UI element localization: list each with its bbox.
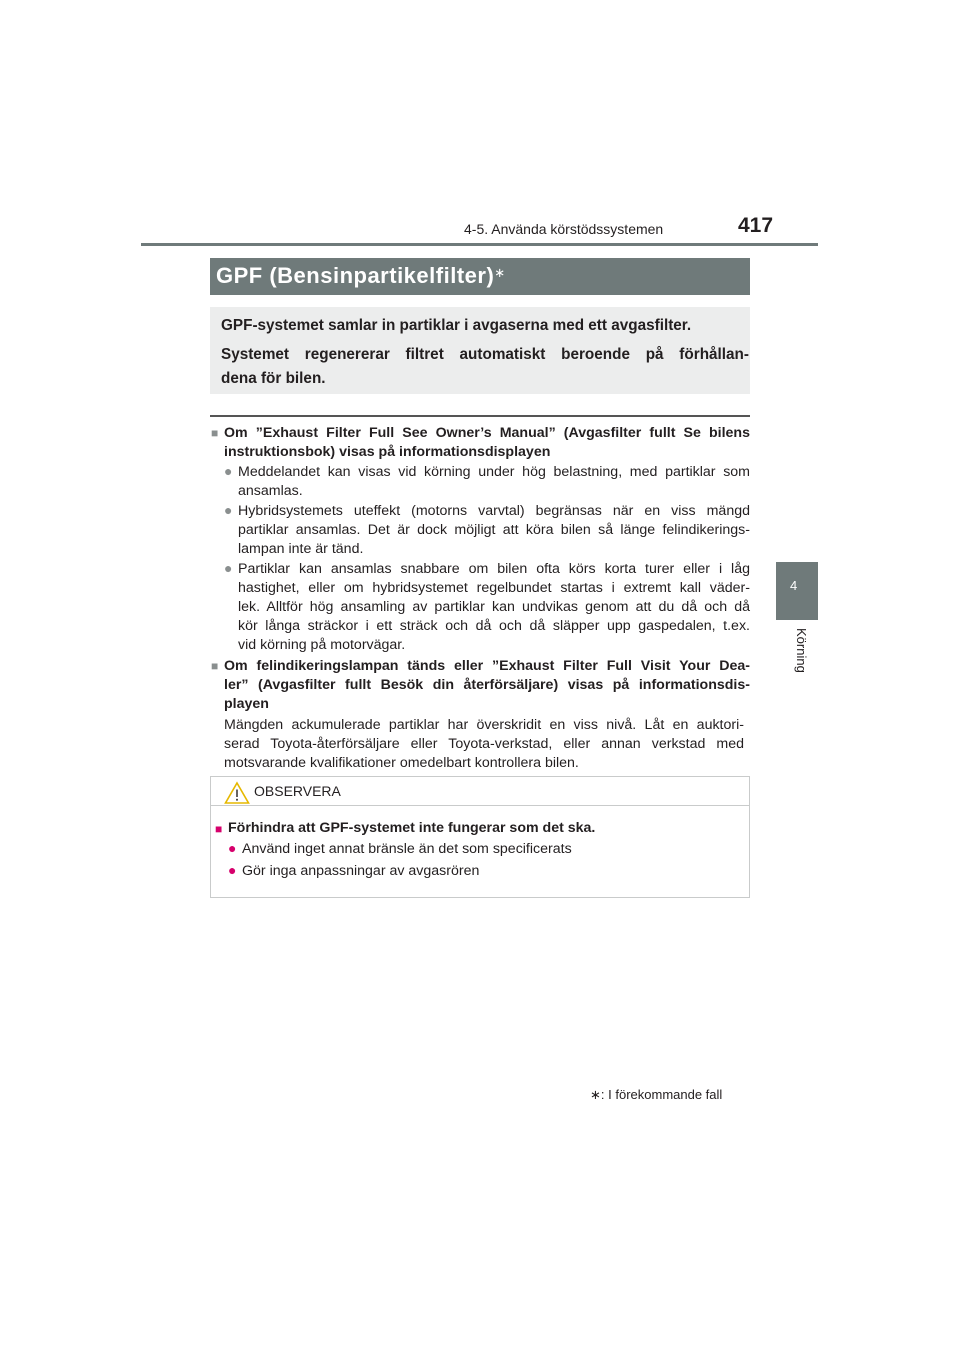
section2-heading-line2: ler” (Avgasfilter fullt Besök din återförsäljare) visas på informationsdis- xyxy=(224,677,750,693)
bullet3-line5: vid körning på motorvägar. xyxy=(238,637,406,653)
dot-bullet-icon: ● xyxy=(228,840,237,856)
square-bullet-icon: ■ xyxy=(211,426,219,440)
chapter-tab-number: 4 xyxy=(790,578,798,593)
notice-divider xyxy=(211,805,749,806)
square-bullet-icon: ■ xyxy=(215,822,223,836)
section1-heading-line1: Om ”Exhaust Filter Full See Owner’s Manual” (Avgasfilter fullt Se bilens xyxy=(224,425,750,441)
bullet2-line2: partiklar ansamlas. Det är dock möjligt att köra bilen så länge felindikerings- xyxy=(238,522,750,538)
bullet2-line1: Hybridsystemets uteffekt (motorns varvtal) begränsas när en viss mängd xyxy=(238,503,750,519)
section2-body-line2: serad Toyota-återförsäljare eller Toyota-verkstad, eller annan verkstad med xyxy=(224,736,744,752)
bullet3-line4: kör långa sträckor i ett sträck och då och då släpper upp gaspedalen, t.ex. xyxy=(238,618,750,634)
dot-bullet-icon: ● xyxy=(224,502,233,518)
section2-body-line3: motsvarande kvalifikationer omedelbart kontrollera bilen. xyxy=(224,755,579,771)
chapter-tab-label-wrap xyxy=(774,628,814,688)
page-title xyxy=(216,263,506,289)
section2-heading-line1: Om felindikeringslampan tänds eller ”Exhaust Filter Full Visit Your Dea- xyxy=(224,658,750,674)
header-rule xyxy=(141,243,818,246)
bullet3-line3: lek. Alltför hög ansamling av partiklar kan undvikas genom att du då och då xyxy=(238,599,750,615)
intro-line-2: Systemet regenererar filtret automatiskt beroende på förhållan- xyxy=(221,346,749,363)
intro-line-1: GPF-systemet samlar in partiklar i avgaserna med ett avgasfilter. xyxy=(221,317,692,334)
section2-heading-line3: playen xyxy=(224,696,269,712)
section1-heading-line2: instruktionsbok) visas på informationsdisplayen xyxy=(224,444,551,460)
notice-bullet-1: Använd inget annat bränsle än det som specificerats xyxy=(242,841,572,857)
bullet1-line2: ansamlas. xyxy=(238,483,303,499)
bullet3-line1: Partiklar kan ansamlas snabbare om bilen ofta körs korta turer eller i låg xyxy=(238,561,750,577)
notice-heading: Förhindra att GPF-systemet inte fungerar som det ska. xyxy=(228,820,596,836)
page-number: 417 xyxy=(738,214,774,237)
warning-triangle-icon xyxy=(224,781,250,805)
dot-bullet-icon: ● xyxy=(228,862,237,878)
bullet3-line2: hastighet, eller om hybridsystemet regelbundet startas i extremt kall väder- xyxy=(238,580,750,596)
square-bullet-icon: ■ xyxy=(211,659,219,673)
section2-body-line1: Mängden ackumulerade partiklar har överskridit en viss nivå. Låt en auktori- xyxy=(224,717,744,733)
title-asterisk: ∗ xyxy=(494,265,506,280)
footnote-asterisk: ∗ xyxy=(590,1087,601,1102)
dot-bullet-icon: ● xyxy=(224,463,233,479)
footnote xyxy=(590,1087,722,1103)
dot-bullet-icon: ● xyxy=(224,560,233,576)
bullet2-line3: lampan inte är tänd. xyxy=(238,541,364,557)
bullet1-line1: Meddelandet kan visas vid körning under hög belastning, med partiklar som xyxy=(238,464,750,480)
page-title-text: GPF (Bensinpartikelfilter) xyxy=(216,263,495,288)
section-divider xyxy=(210,415,750,417)
notice-title: OBSERVERA xyxy=(254,783,341,799)
chapter-tab-label: Körning xyxy=(794,628,809,673)
header-section-title: 4-5. Använda körstödssystemen xyxy=(464,221,664,237)
notice-bullet-2: Gör inga anpassningar av avgasrören xyxy=(242,863,480,879)
footnote-text: : I förekommande fall xyxy=(600,1087,723,1102)
intro-line-3: dena för bilen. xyxy=(221,370,326,387)
